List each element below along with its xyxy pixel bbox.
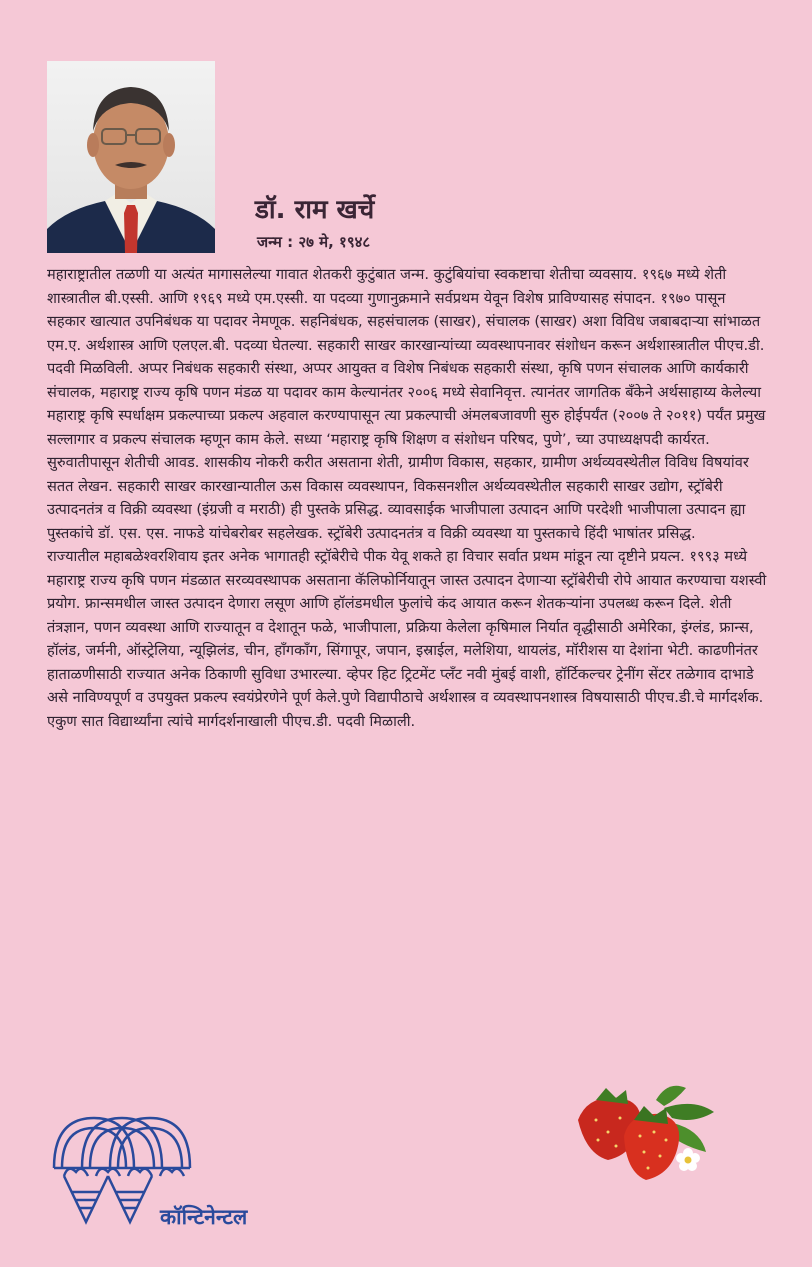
bio-paragraph: राज्यातील महाबळेश्वरशिवाय इतर अनेक भागातही स्ट्रॉबेरीचे पीक येवू शकते हा विचार सर्वात प्रथम मांडून त्या दृष्टीने प्रयत्न. १९९३ मध्ये महाराष्ट्र राज्य कृषि पणन मंडळात सरव्यवस्थापक असताना कॅलिफोर्नियातून जास्त उत्पादन देणाऱ्या स्ट्रॉबेरीची रोपे आयात करण्याचा यशस्वी प्रयोग. फ्रान्समधील जास्त उत्पादन देणारा लसूण आणि हॉलंडमधील फुलांचे कंद आयात करून शेतकऱ्यांना उपलब्ध करून दिले. शेती तंत्रज्ञान, पणन व्यवस्था आणि राज्यातून व देशातून फळे, भाजीपाला, प्रक्रिया केलेला कृषिमाल निर्यात वृद्धीसाठी अमेरिका, इंग्लंड, फ्रान्स, हॉलंड, जर्मनी, ऑस्ट्रेलिया, न्यूझिलंड, चीन, हाँगकाँग, सिंगापूर, जपान, इस्राईल, मलेशिया, थायलंड, मॉरीशस या देशांना भेटी. काढणीनंतर हाताळणीसाठी राज्यात अनेक ठिकाणी सुविधा उभारल्या. व्हेपर हिट ट्रिटमेंट प्लँट नवी मुंबई वाशी, हॉर्टिकल्चर ट्रेनींग सेंटर तळेगाव दाभाडे असे नाविण्यपूर्ण व उपयुक्त प्रकल्प स्वयंप्रेरणेने पूर्ण केले.पुणे विद्यापीठाचे अर्थशास्त्र व व्यवस्थापनशास्त्र विषयासाठी पीएच.डी.चे मार्गदर्शक. एकुण सात विद्यार्थ्यांना त्यांचे मार्गदर्शनाखाली पीएच.डी. पदवी मिळाली.	[47, 548, 767, 730]
author-photo	[47, 61, 215, 253]
publisher-name: कॉन्टिनेन्टल	[160, 1205, 248, 1229]
author-biography	[47, 263, 767, 733]
author-name: डॉ. राम खर्चे	[255, 195, 375, 225]
strawberry-illustration	[568, 1080, 728, 1190]
bio-paragraph: सुरुवातीपासून शेतीची आवड. शासकीय नोकरी करीत असताना शेती, ग्रामीण विकास, सहकार, ग्रामीण अर्थव्यवस्थेतील विविध विषयांवर सतत लेखन. सहकारी साखर कारखान्यातील ऊस विकास व्यवस्थापन, विकसनशील अर्थव्यवस्थेतील सहकारी साखर उद्योग, स्ट्रॉबेरी उत्पादनतंत्र व विक्री व्यवस्था (इंग्रजी व मराठी) ही पुस्तके प्रसिद्ध. व्यावसाईक भाजीपाला उत्पादन आणि परदेशी भाजीपाला उत्पादन ह्या पुस्तकांचे डॉ. एस. एस. नाफडे यांचेबरोबर सहलेखक. स्ट्रॉबेरी उत्पादनतंत्र व विक्री व्यवस्था या पुस्तकाचे हिंदी भाषांतर प्रसिद्ध.	[47, 454, 749, 542]
bio-paragraph: महाराष्ट्रातील तळणी या अत्यंत मागासलेल्या गावात शेतकरी कुटुंबात जन्म. कुटुंबियांचा स्वकष्टाचा शेतीचा व्यवसाय. १९६७ मध्ये शेती शास्त्रातील बी.एस्सी. आणि १९६९ मध्ये एम.एस्सी. या पदव्या गुणानुक्रमाने सर्वप्रथम येवून विशेष प्राविण्यासह संपादन. १९७० पासून सहकार खात्यात उपनिबंधक या पदावर नेमणूक. सहनिबंधक, सहसंचालक (साखर), संचालक (साखर) अशा विविध जबाबदाऱ्या सांभाळत एम.ए. अर्थशास्त्र आणि एलएल.बी. पदव्या घेतल्या. सहकारी साखर कारखान्यांच्या व्यवस्थापनावर संशोधन करून अर्थशास्त्रातील पीएच.डी. पदवी मिळविली. अप्पर निबंधक सहकारी संस्था, अप्पर आयुक्त व विशेष निबंधक सहकारी संस्था, कृषि पणन संचालक आणि कार्यकारी संचालक, महाराष्ट्र राज्य कृषि पणन मंडळ या पदावर काम केल्यानंतर २००६ मध्ये सेवानिवृत्त. त्यानंतर जागतिक बँकेने अर्थसाहाय्य केलेल्या महाराष्ट्र कृषि स्पर्धाक्षम प्रकल्पाच्या प्रकल्प अहवाल करण्यापासून त्या प्रकल्पाची अंमलबजावणी सुरु होईपर्यंत (२००७ ते २०११) पर्यंत प्रमुख सल्लागार व प्रकल्प संचालक म्हणून काम केले. सध्या ‘महाराष्ट्र कृषि शिक्षण व संशोधन परिषद, पुणे’, च्या उपाध्यक्षपदी कार्यरत.	[47, 266, 766, 448]
author-dob: जन्म : २७ मे, १९४८	[257, 233, 371, 251]
